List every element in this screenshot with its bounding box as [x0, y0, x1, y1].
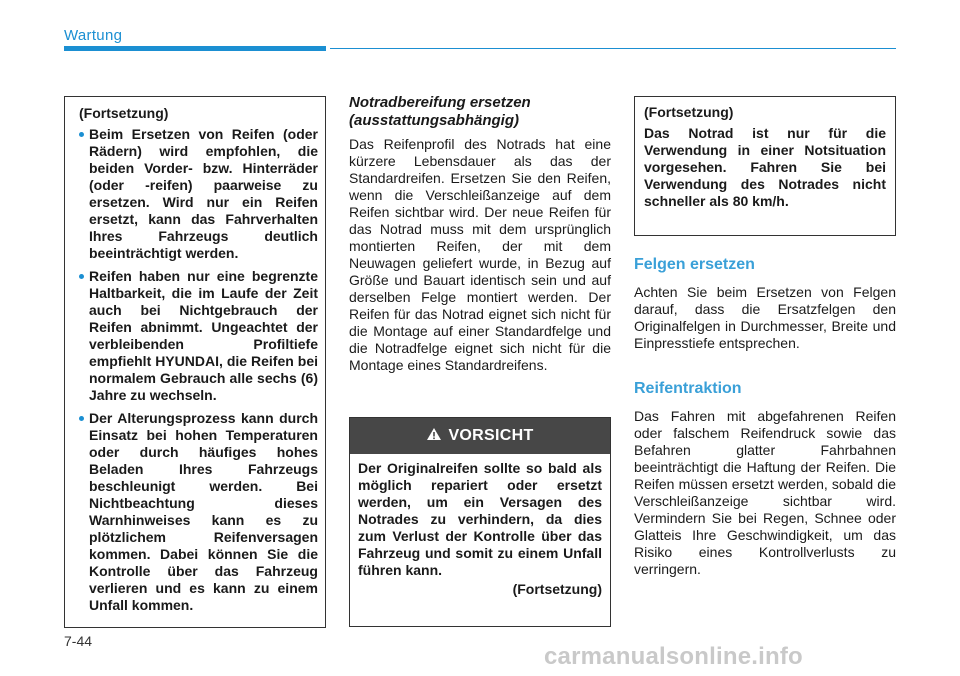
caution-continued: (Fortsetzung): [512, 581, 602, 597]
continuation-label: (Fortsetzung): [644, 104, 734, 120]
continuation-label: (Fortsetzung): [79, 105, 169, 121]
header-rule-thick: [64, 46, 326, 51]
section-label: Wartung: [64, 27, 123, 44]
bullet-item: Reifen haben nur eine begrenzte Haltbarkeit, die im Laufe der Zeit auch bei Nichtgebrauch der Reifen abnimmt. Ungeachtet der verbleibenden Profiltiefe empfiehlt HYUNDAI, die Reifen bei normalem Gebrauch alle sechs (6) Jahre zu wechseln.: [79, 268, 318, 404]
wheels-body: Achten Sie beim Ersetzen von Felgen darauf, dass die Ersatzfelgen den Originalfelgen in Durchmesser, Breite und Einpresstiefe entsprechen.: [634, 284, 896, 351]
right-column: [634, 256, 896, 578]
watermark: carmanualsonline.info: [544, 643, 803, 670]
continued-warning-box-left: [64, 96, 326, 628]
page-number: 7-44: [64, 633, 93, 649]
spare-tire-heading: Notradbereifung ersetzen (ausstattungsabhängig): [349, 94, 531, 129]
spare-tire-section: [349, 94, 611, 374]
caution-title: VORSICHT: [448, 427, 534, 444]
warning-triangle-icon: [426, 427, 442, 446]
bullet-list: [79, 126, 318, 614]
bullet-item: Beim Ersetzen von Reifen (oder Rädern) wird empfohlen, die beiden Vorder- bzw. Hinterräder (oder -reifen) paarweise zu ersetzen. Wird nur ein Reifen ersetzt, kann das Fahrverhalten Ihres Fahrzeugs deutlich beeinträchtigt werden.: [79, 126, 318, 262]
traction-heading: Reifentraktion: [634, 380, 742, 397]
traction-body: Das Fahren mit abgefahrenen Reifen oder falschem Reifendruck sowie das Befahren glatter Fahrbahnen beeinträchtigt die Haftung der Reifen. Die Reifen müssen ersetzt werden, sobald die Verschleißanzeige sichtbar wird. Vermindern Sie bei Regen, Schnee oder Glatteis Ihre Geschwindigkeit, um das Risiko eines Kontrollverlusts zu verringern.: [634, 408, 896, 577]
caution-body-wrap: [350, 454, 610, 598]
caution-body: Der Originalreifen sollte so bald als möglich repariert oder ersetzt werden, um ein Versagen des Notrades zu verhindern, da dies zum Verlust der Kontrolle über das Fahrzeug und somit zu einem Unfall führen kann.: [358, 460, 602, 578]
spare-speed-note: Das Notrad ist nur für die Verwendung in einer Notsituation vorgesehen. Fahren Sie bei Verwendung des Notrades nicht schneller als 80 km/h.: [644, 125, 886, 209]
caution-header: [350, 418, 610, 454]
header-rule-thin: [330, 48, 896, 49]
spare-tire-body: Das Reifenprofil des Notrads hat eine kürzere Lebensdauer als das der Standardreifen. Ersetzen Sie den Reifen, wenn die Verschleißanzeige auf dem Reifen sichtbar wird. Der neue Reifen für das Notrad muss mit dem ursprünglich montierten Reifen, der mit dem Neuwagen geliefert wurde, in Bezug auf Größe und Bauart identisch sein und auf derselben Felge montiert werden. Der Reifen für das Notrad eignet sich nicht für die Montage auf einer Standardfelge und die Notradfelge eignet sich nicht für die Montage eines Standardreifens.: [349, 136, 611, 373]
bullet-item: Der Alterungsprozess kann durch Einsatz bei hohen Temperaturen oder durch häufiges hohes Beladen Ihres Fahrzeugs beschleunigt werden. Bei Nichtbeachtung dieses Warnhinweises kann es zu plötzlichem Reifenversagen kommen. Dabei können Sie die Kontrolle über das Fahrzeug verlieren und es kann zu einem Unfall kommen.: [79, 410, 318, 614]
wheels-heading: Felgen ersetzen: [634, 256, 755, 273]
caution-box: [349, 417, 611, 627]
continued-warning-box-right: [634, 96, 896, 236]
